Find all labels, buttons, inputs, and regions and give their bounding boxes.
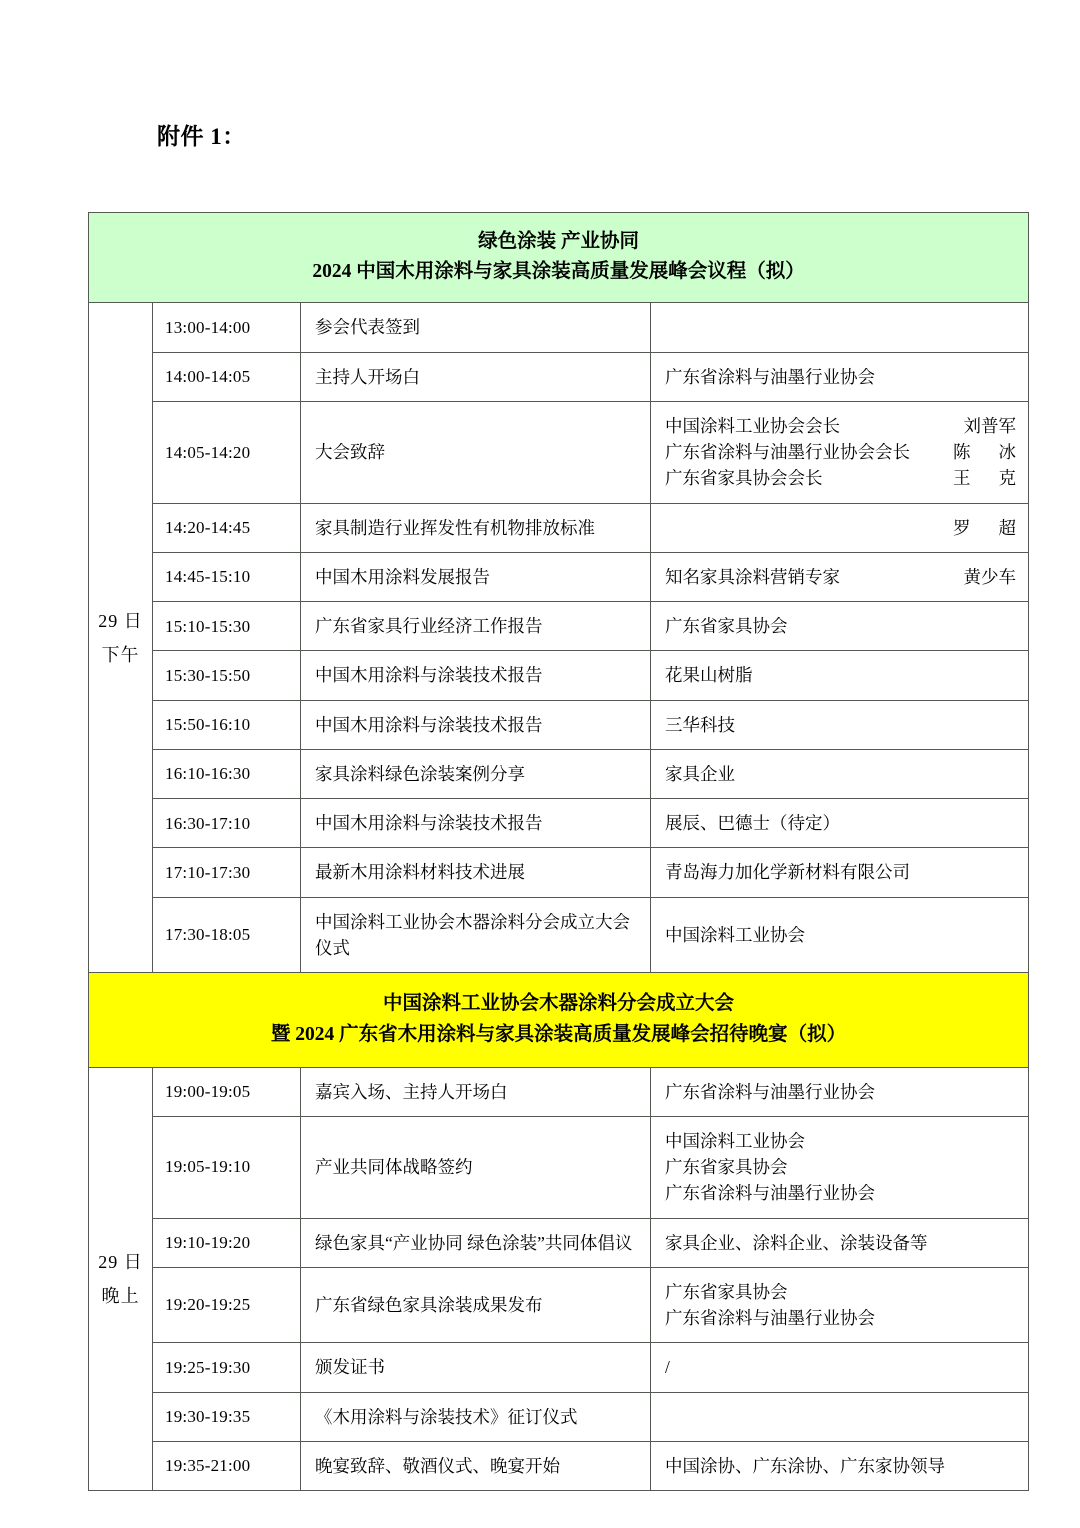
row-time: 15:30-15:50 — [153, 651, 301, 700]
row-time: 19:25-19:30 — [153, 1343, 301, 1392]
org-name: 知名家具涂料营销专家 — [665, 566, 840, 587]
table-row — [89, 401, 1029, 503]
row-time: 19:30-19:35 — [153, 1392, 301, 1441]
org-name: / — [665, 1357, 670, 1378]
org-lines — [665, 1354, 1016, 1380]
org-name: 展辰、巴德士（待定） — [665, 813, 840, 834]
row-item: 大会致辞 — [301, 401, 651, 503]
org-name: 中国涂协、广东涂协、广东家协领导 — [665, 1455, 945, 1476]
org-lines — [665, 712, 1016, 738]
row-item: 中国木用涂料与涂装技术报告 — [301, 700, 651, 749]
row-item: 最新木用涂料材料技术进展 — [301, 848, 651, 897]
table-row — [89, 848, 1029, 897]
row-time: 15:50-16:10 — [153, 700, 301, 749]
org-name: 中国涂料工业协会会长 — [665, 415, 840, 436]
row-org — [651, 602, 1029, 651]
org-lines — [665, 613, 1016, 639]
row-item: 中国木用涂料与涂装技术报告 — [301, 799, 651, 848]
org-lines — [665, 515, 1016, 541]
org-lines — [665, 810, 1016, 836]
row-org — [651, 503, 1029, 552]
org-lines — [665, 413, 1016, 492]
row-org — [651, 1218, 1029, 1267]
table-row — [89, 749, 1029, 798]
row-org — [651, 303, 1029, 352]
table-row — [89, 602, 1029, 651]
org-lines — [665, 859, 1016, 885]
org-name: 中国涂料工业协会 — [665, 924, 805, 945]
table-row — [89, 352, 1029, 401]
agenda-table — [88, 212, 1029, 1491]
row-org — [651, 848, 1029, 897]
mid-banner-line-2: 暨 2024 广东省木用涂料与家具涂装高质量发展峰会招待晚宴（拟） — [270, 1024, 847, 1046]
table-row — [89, 1267, 1029, 1343]
org-line — [665, 465, 1016, 491]
org-line — [665, 564, 1016, 590]
row-item: 家具制造行业挥发性有机物排放标准 — [301, 503, 651, 552]
row-org — [651, 799, 1029, 848]
row-org — [651, 1267, 1029, 1343]
mid-banner-row — [89, 973, 1029, 1067]
row-time: 17:30-18:05 — [153, 897, 301, 973]
org-name: 广东省涂料与油墨行业协会 — [665, 1308, 875, 1329]
row-item: 中国木用涂料发展报告 — [301, 552, 651, 601]
org-line — [665, 413, 1016, 439]
org-name: 青岛海力加化学新材料有限公司 — [665, 862, 910, 883]
row-time: 19:00-19:05 — [153, 1067, 301, 1116]
table-row — [89, 303, 1029, 352]
row-item: 主持人开场白 — [301, 352, 651, 401]
header-banner-line-1: 绿色涂装 产业协同 — [478, 231, 639, 252]
table-row — [89, 700, 1029, 749]
org-name: 三华科技 — [665, 714, 735, 735]
row-org — [651, 1392, 1029, 1441]
day-label-evening-line1: 29 日 — [98, 1251, 143, 1272]
row-item: 绿色家具“产业协同 绿色涂装”共同体倡议 — [301, 1218, 651, 1267]
table-row — [89, 1343, 1029, 1392]
row-time: 14:05-14:20 — [153, 401, 301, 503]
row-item: 广东省家具行业经济工作报告 — [301, 602, 651, 651]
org-lines — [665, 364, 1016, 390]
org-lines — [665, 1279, 1016, 1332]
row-item: 中国涂料工业协会木器涂料分会成立大会仪式 — [301, 897, 651, 973]
row-time: 16:30-17:10 — [153, 799, 301, 848]
day-label-evening — [89, 1067, 153, 1491]
org-lines — [665, 662, 1016, 688]
org-lines — [665, 1230, 1016, 1256]
org-name: 花果山树脂 — [665, 665, 753, 686]
row-org — [651, 1116, 1029, 1218]
org-name: 广东省家具协会会长 — [665, 468, 823, 489]
org-lines — [665, 1128, 1016, 1207]
table-row — [89, 799, 1029, 848]
org-name: 广东省家具协会 — [665, 616, 788, 637]
org-name: 家具企业、涂料企业、涂装设备等 — [665, 1232, 928, 1253]
row-org — [651, 552, 1029, 601]
row-time: 17:10-17:30 — [153, 848, 301, 897]
org-name: 广东省涂料与油墨行业协会 — [665, 1183, 875, 1204]
row-item: 中国木用涂料与涂装技术报告 — [301, 651, 651, 700]
row-org — [651, 651, 1029, 700]
day-label-afternoon — [89, 303, 153, 973]
table-row — [89, 897, 1029, 973]
row-item: 参会代表签到 — [301, 303, 651, 352]
row-org — [651, 401, 1029, 503]
day-label-evening-line2: 晚上 — [101, 1285, 140, 1306]
speaker-name: 陈冰 — [953, 442, 1017, 463]
header-banner-line-2: 2024 中国木用涂料与家具涂装高质量发展峰会议程（拟） — [312, 261, 805, 283]
table-row — [89, 503, 1029, 552]
org-name: 家具企业 — [665, 763, 735, 784]
speaker-name: 黄少车 — [963, 566, 1017, 587]
table-row — [89, 1441, 1029, 1490]
org-line — [665, 515, 1016, 541]
org-lines — [665, 761, 1016, 787]
table-row — [89, 1218, 1029, 1267]
org-name: 广东省涂料与油墨行业协会 — [665, 366, 875, 387]
row-org — [651, 1067, 1029, 1116]
speaker-name: 王克 — [953, 468, 1017, 489]
table-row — [89, 1116, 1029, 1218]
table-row — [89, 1067, 1029, 1116]
org-lines — [665, 564, 1016, 590]
org-lines — [665, 1453, 1016, 1479]
org-name: 广东省涂料与油墨行业协会会长 — [665, 442, 910, 463]
row-org — [651, 1441, 1029, 1490]
table-row — [89, 1392, 1029, 1441]
day-label-afternoon-line2: 下午 — [101, 644, 140, 665]
org-line — [665, 439, 1016, 465]
agenda-table-body — [89, 213, 1029, 1491]
row-time: 16:10-16:30 — [153, 749, 301, 798]
row-org — [651, 352, 1029, 401]
speaker-name: 罗超 — [953, 517, 1017, 538]
row-org — [651, 1343, 1029, 1392]
org-name: 广东省涂料与油墨行业协会 — [665, 1081, 875, 1102]
org-name: 广东省家具协会 — [665, 1281, 788, 1302]
row-item: 广东省绿色家具涂装成果发布 — [301, 1267, 651, 1343]
row-time: 15:10-15:30 — [153, 602, 301, 651]
row-item: 颁发证书 — [301, 1343, 651, 1392]
row-item: 嘉宾入场、主持人开场白 — [301, 1067, 651, 1116]
row-time: 13:00-14:00 — [153, 303, 301, 352]
table-row — [89, 552, 1029, 601]
table-row — [89, 651, 1029, 700]
row-time: 19:35-21:00 — [153, 1441, 301, 1490]
row-time: 14:20-14:45 — [153, 503, 301, 552]
org-name: 中国涂料工业协会 — [665, 1130, 805, 1151]
row-time: 19:05-19:10 — [153, 1116, 301, 1218]
mid-banner-line-1: 中国涂料工业协会木器涂料分会成立大会 — [383, 993, 735, 1015]
org-lines — [665, 922, 1016, 948]
row-org — [651, 700, 1029, 749]
row-time: 14:45-15:10 — [153, 552, 301, 601]
header-banner-row — [89, 213, 1029, 303]
row-time: 14:00-14:05 — [153, 352, 301, 401]
row-org — [651, 749, 1029, 798]
row-item: 晚宴致辞、敬酒仪式、晚宴开始 — [301, 1441, 651, 1490]
row-item: 产业共同体战略签约 — [301, 1116, 651, 1218]
mid-banner-cell — [89, 973, 1029, 1067]
attachment-label: 附件 1： — [157, 124, 246, 149]
row-item: 家具涂料绿色涂装案例分享 — [301, 749, 651, 798]
row-time: 19:10-19:20 — [153, 1218, 301, 1267]
org-name: 广东省家具协会 — [665, 1157, 788, 1178]
header-banner-cell — [89, 213, 1029, 303]
row-item: 《木用涂料与涂装技术》征订仪式 — [301, 1392, 651, 1441]
org-lines — [665, 1079, 1016, 1105]
day-label-afternoon-line1: 29 日 — [98, 610, 143, 631]
row-org — [651, 897, 1029, 973]
row-time: 19:20-19:25 — [153, 1267, 301, 1343]
speaker-name: 刘普军 — [963, 415, 1017, 436]
